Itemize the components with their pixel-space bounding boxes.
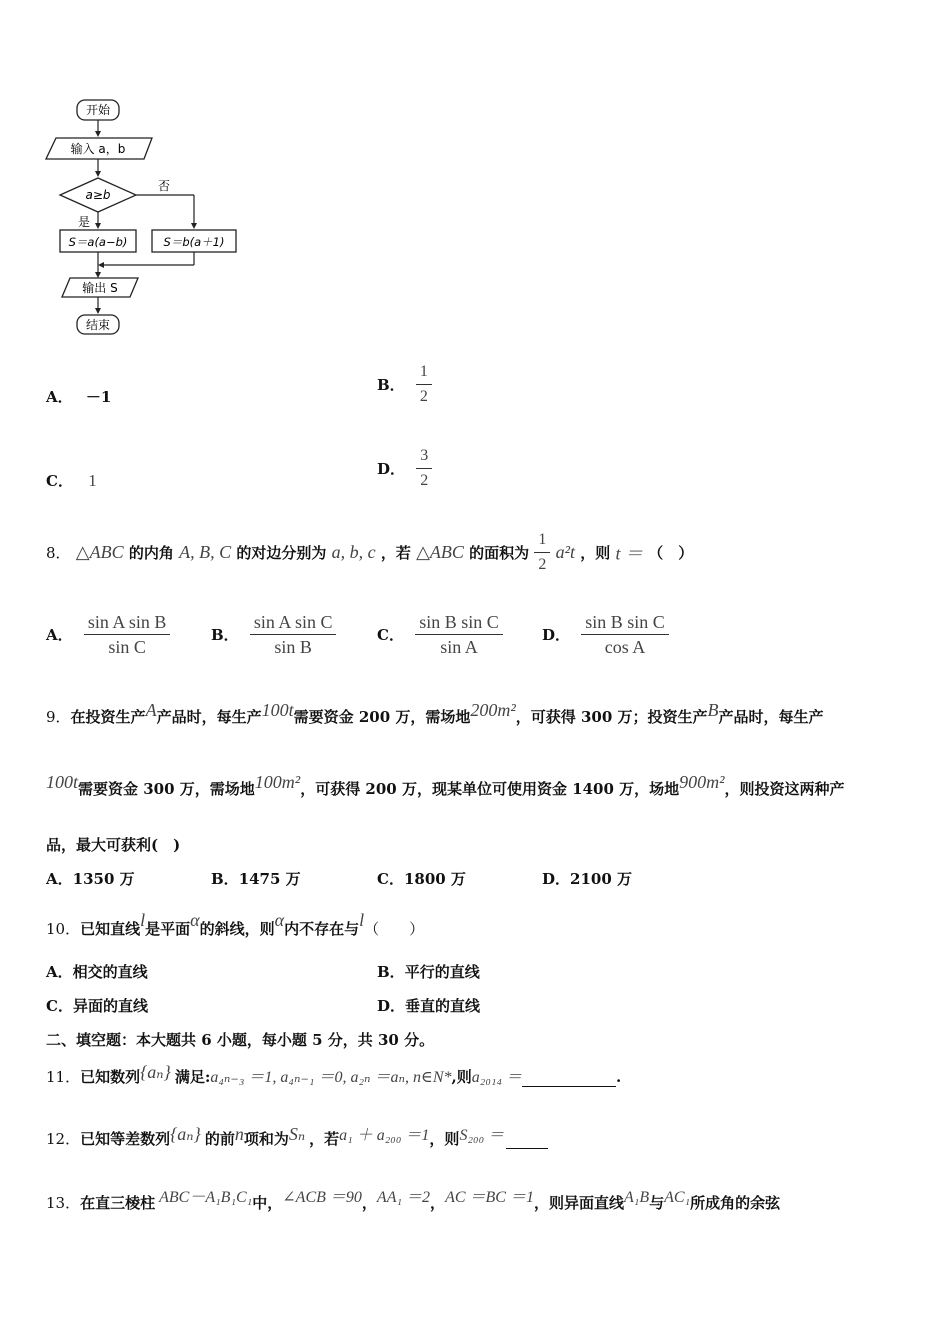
question-10: 10．已知直线l是平面α的斜线，则α内不存在与l（ ）: [46, 910, 425, 938]
q8-option-a: A． $\frac{\text{sin A sin B}}{\text{sin C}}$: [46, 610, 170, 659]
question-number: 9．: [46, 708, 71, 726]
q8-option-b: B． $\frac{\text{sin A sin C}}{\text{sin B}}$: [211, 610, 336, 659]
flowchart: [40, 95, 250, 340]
q10-option-b: B．平行的直线: [377, 963, 480, 981]
q10-option-c: C．异面的直线: [46, 997, 148, 1015]
answer-blank[interactable]: [506, 1132, 548, 1149]
section-heading: 二、填空题：本大题共 6 小题，每小题 5 分，共 30 分。: [46, 1031, 435, 1049]
q9-option-b: B．1475 万: [211, 870, 301, 888]
option-label: B．: [377, 376, 405, 394]
answer-blank[interactable]: [522, 1070, 616, 1087]
flowchart-yes-label: 是: [78, 215, 91, 229]
option-value: 1: [88, 471, 97, 490]
q7-option-a: [46, 386, 111, 407]
question-11: 11．已知数列{aₙ} 满足:a₄ₙ₋₃ ＝1, a₄ₙ₋₁ ＝0, a₂ₙ ＝aₙ, n∈N*,则a₂₀₁₄ ＝ .: [46, 1062, 622, 1086]
flowchart-start-text: 开始: [85, 103, 111, 117]
question-13: 13．在直三棱柱 ABC－A₁B₁C₁中，∠ACB ＝90，AA₁ ＝2，AC ＝BC ＝1，则异面直线A₁B与AC₁所成角的余弦: [46, 1189, 781, 1212]
option-value: －1: [85, 388, 112, 406]
q10-option-a: A．相交的直线: [46, 963, 148, 981]
flowchart-input-text: 输入 a，b: [70, 142, 126, 156]
flowchart-output-text: 输出 S: [82, 281, 118, 295]
question-9-line-2: 100t需要资金 300 万，需场地100m²，可获得 200 万，现某单位可使用资金 1400 万，场地900m²，则投资这两种产: [46, 772, 845, 798]
q7-option-c: [46, 470, 97, 491]
q8-option-c: C． $\frac{\text{sin B sin C}}{\text{sin A}}$: [377, 610, 503, 659]
option-fraction: $\frac{1}{2}$: [416, 360, 432, 409]
flowchart-condition-text: a≥b: [85, 188, 111, 202]
flowchart-no-label: 否: [158, 179, 171, 193]
q9-option-a: A．1350 万: [46, 870, 135, 888]
question-number: 10．: [46, 920, 81, 938]
question-number: 12．: [46, 1130, 81, 1148]
question-9-line-1: 9．在投资生产A产品时，每生产100t需要资金 200 万，需场地200m²，可获得 300 万；投资生产B产品时，每生产: [46, 700, 824, 726]
q7-option-d: [377, 444, 432, 493]
option-label: A．: [46, 388, 73, 406]
area-fraction: $\frac{1}{2}$: [534, 528, 550, 577]
flowchart-right-text: S＝b(a＋1): [163, 235, 225, 249]
q10-option-d: D．垂直的直线: [377, 997, 481, 1015]
flowchart-end-text: 结束: [85, 318, 111, 332]
q7-option-b: [377, 360, 432, 409]
option-fraction: $\frac{3}{2}$: [416, 444, 432, 493]
question-number: 8．: [46, 544, 71, 562]
q9-option-d: D．2100 万: [542, 870, 632, 888]
q9-option-c: C．1800 万: [377, 870, 466, 888]
question-9-line-3: 品，最大可获利( ): [46, 836, 181, 854]
question-12: 12．已知等差数列{aₙ} 的前n项和为Sₙ ，若a₁ ＋ a₂₀₀ ＝1，则S₂₀₀ ＝: [46, 1122, 548, 1149]
option-label: D．: [377, 460, 406, 478]
question-8: 8． △ABC 的内角 A, B, C 的对边分别为 a, b, c ，若 △ABC 的面积为 $\frac{1}{2}$ a²t ，则 t ＝ （ ）: [46, 528, 693, 577]
option-label: C．: [46, 472, 73, 490]
question-number: 11．: [46, 1068, 81, 1086]
q8-option-d: D． $\frac{\text{sin B sin C}}{\text{cos A}}$: [542, 610, 669, 659]
flowchart-left-text: S＝a(a−b): [68, 235, 128, 249]
question-number: 13．: [46, 1194, 81, 1212]
